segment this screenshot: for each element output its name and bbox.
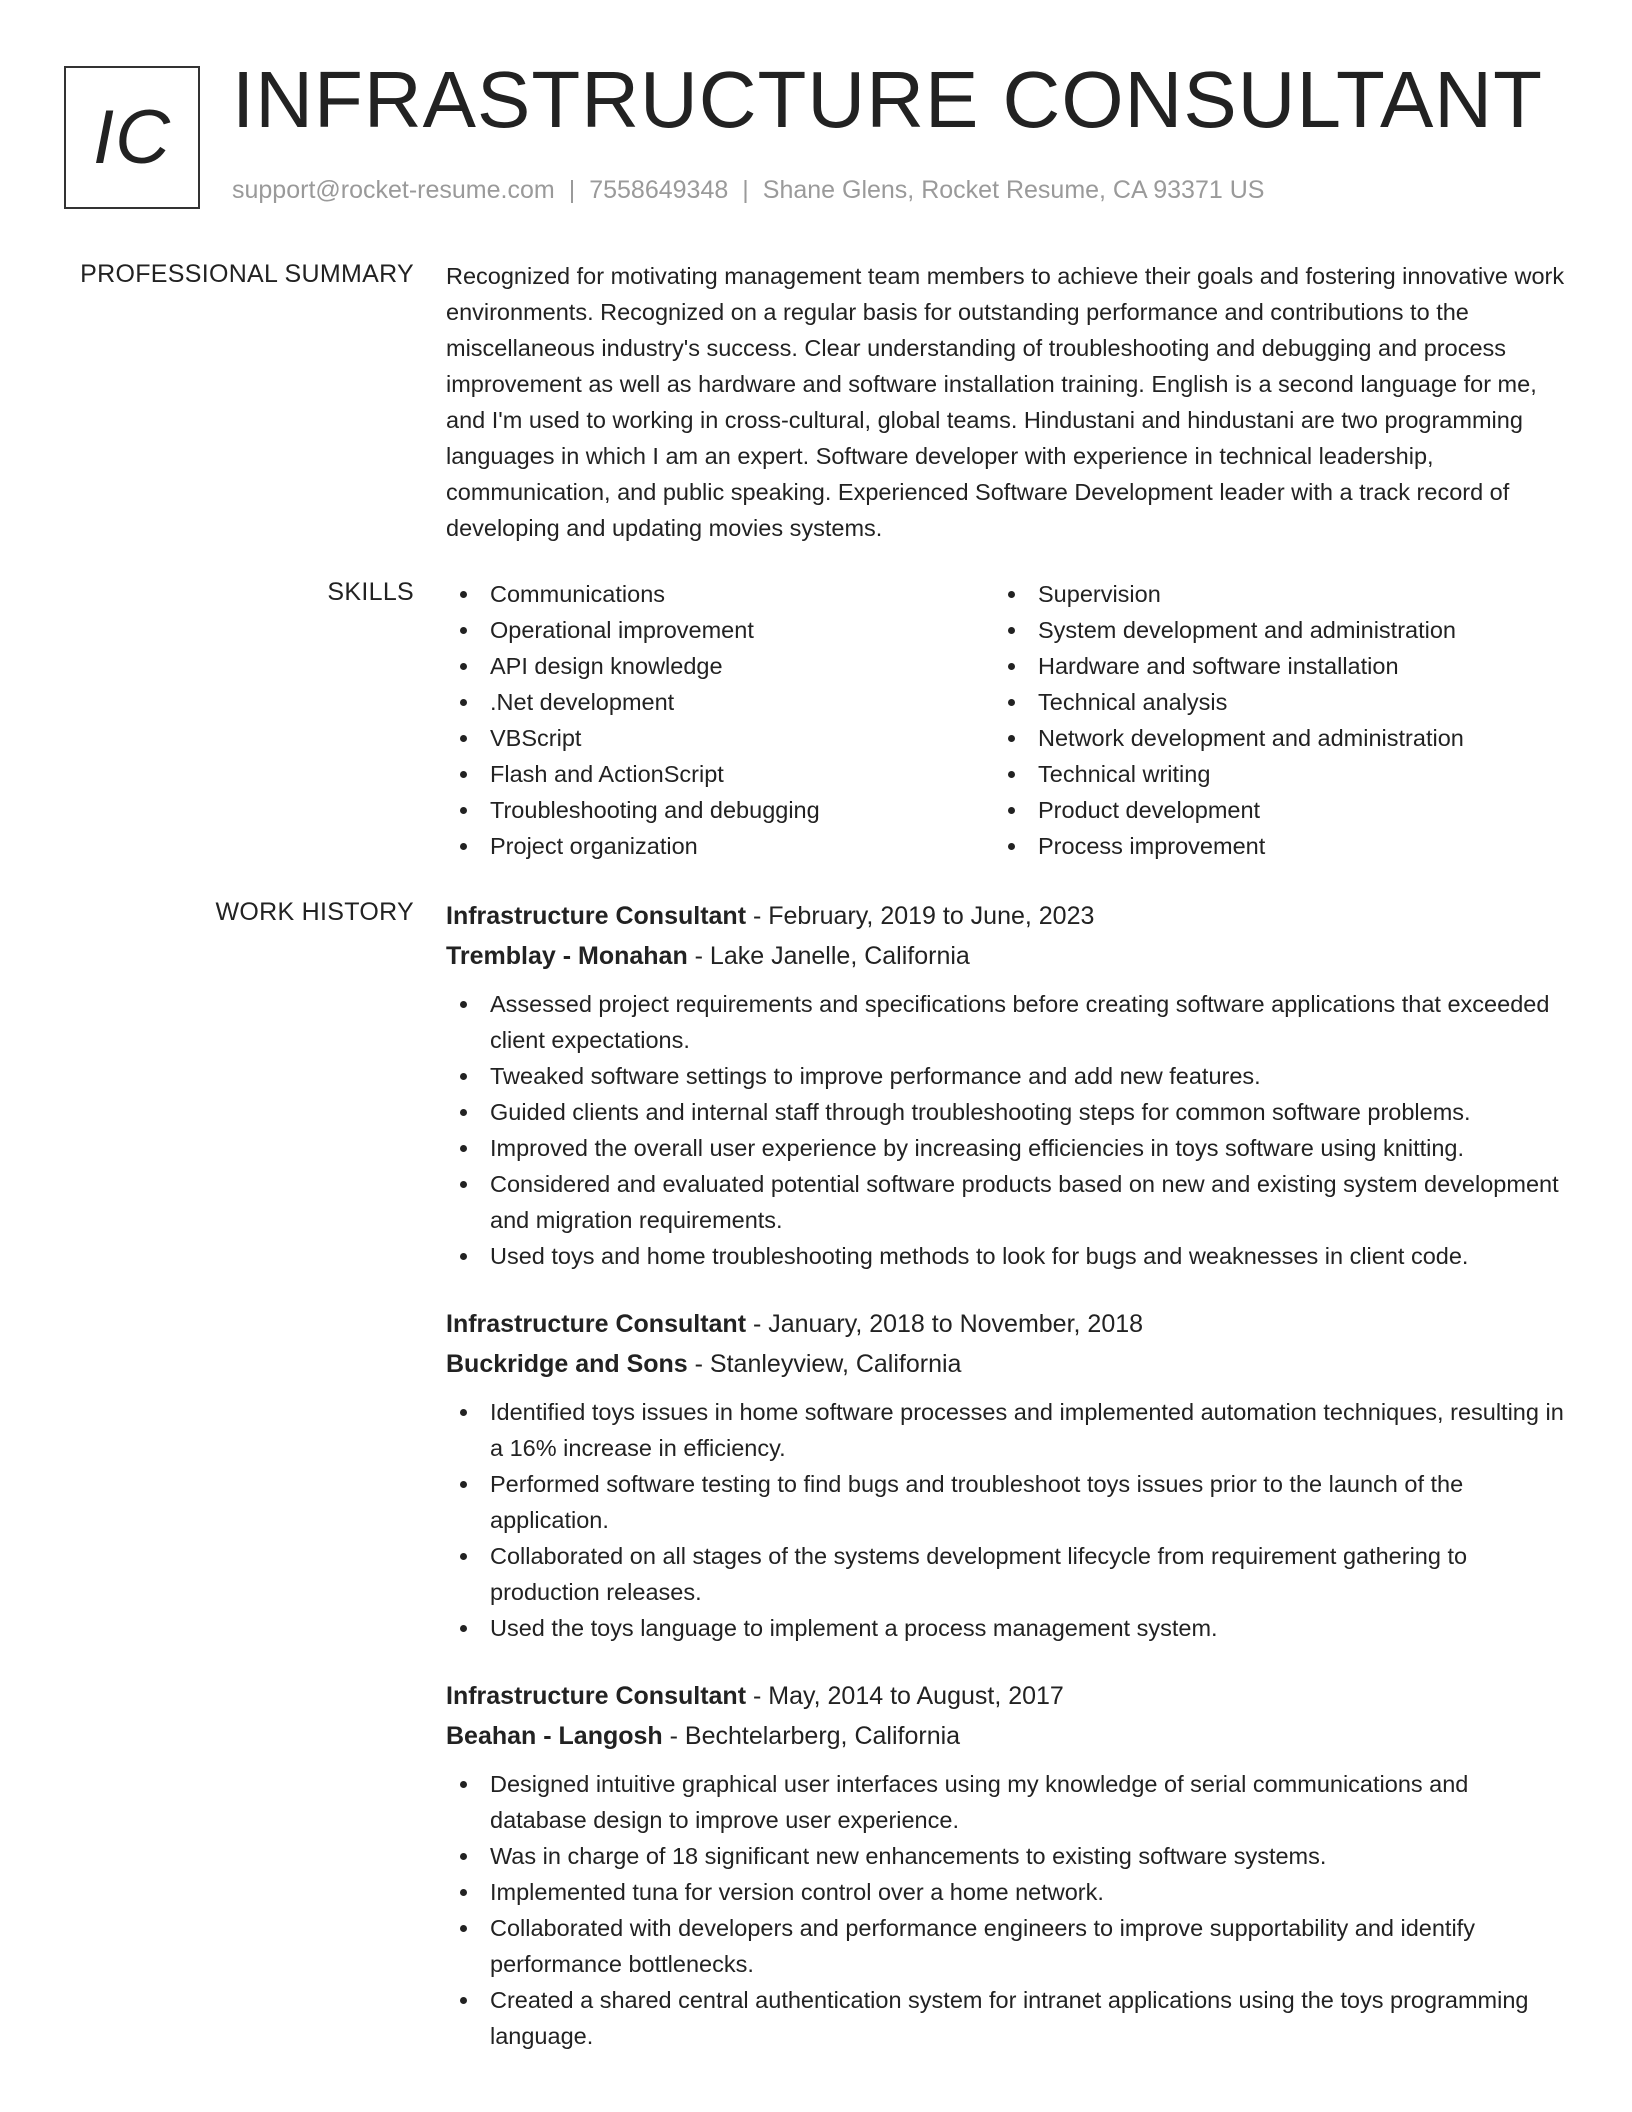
job-company: Buckridge and Sons bbox=[446, 1350, 688, 1378]
job-bullet: Designed intuitive graphical user interfaces using my knowledge of serial communications and database design to improve user experience. bbox=[446, 1766, 1566, 1838]
skills-heading: SKILLS bbox=[327, 578, 414, 606]
job-company: Beahan - Langosh bbox=[446, 1722, 663, 1750]
job-role: Infrastructure Consultant bbox=[446, 902, 747, 930]
skill-item: Process improvement bbox=[994, 828, 1542, 864]
contact-line bbox=[232, 176, 1264, 205]
job-company-line bbox=[446, 1716, 1566, 1756]
skill-item: VBScript bbox=[446, 720, 994, 756]
job-bullet: Guided clients and internal staff through troubleshooting steps for common software problems. bbox=[446, 1094, 1566, 1130]
work-history-heading: WORK HISTORY bbox=[215, 898, 414, 926]
contact-separator: | bbox=[742, 176, 749, 204]
job-entry bbox=[446, 1304, 1566, 1646]
job-title-line bbox=[446, 1304, 1566, 1344]
job-bullet: Was in charge of 18 significant new enhancements to existing software systems. bbox=[446, 1838, 1566, 1874]
job-bullet: Assessed project requirements and specifications before creating software applications that exceeded client expectations. bbox=[446, 986, 1566, 1058]
job-bullet: Collaborated on all stages of the systems development lifecycle from requirement gathering to production releases. bbox=[446, 1538, 1566, 1610]
skill-item: Supervision bbox=[994, 576, 1542, 612]
skill-item: .Net development bbox=[446, 684, 994, 720]
initials-text: IC bbox=[93, 95, 171, 180]
summary-text: Recognized for motivating management team members to achieve their goals and fostering innovative work environments. Recognized on a regular basis for outstanding performance and contributions to the miscellaneous industry's success. Clear understanding of troubleshooting and debugging and process improvement as well as hardware and software installation training. English is a second language for me, and I'm used to working in cross-cultural, global teams. Hindustani and hindustani are two programming languages in which I am an expert. Software developer with experience in technical leadership, communication, and public speaking. Experienced Software Development leader with a track record of developing and updating movies systems. bbox=[446, 263, 1565, 541]
job-company-line bbox=[446, 1344, 1566, 1384]
skill-item: Troubleshooting and debugging bbox=[446, 792, 994, 828]
skill-item: Technical writing bbox=[994, 756, 1542, 792]
job-role: Infrastructure Consultant bbox=[446, 1682, 747, 1710]
job-bullets bbox=[446, 1766, 1566, 2054]
skill-item: Network development and administration bbox=[994, 720, 1542, 756]
job-title-line bbox=[446, 1676, 1566, 1716]
contact-address: Shane Glens, Rocket Resume, CA 93371 US bbox=[762, 176, 1265, 204]
job-location: - Bechtelarberg, California bbox=[662, 1722, 961, 1750]
skill-item: Communications bbox=[446, 576, 994, 612]
contact-separator: | bbox=[568, 176, 576, 204]
skill-item: Product development bbox=[994, 792, 1542, 828]
job-bullet: Used toys and home troubleshooting methods to look for bugs and weaknesses in client code. bbox=[446, 1238, 1566, 1274]
initials-monogram bbox=[64, 66, 200, 209]
job-bullets bbox=[446, 986, 1566, 1274]
skill-item: Hardware and software installation bbox=[994, 648, 1542, 684]
job-location: - Lake Janelle, California bbox=[687, 942, 970, 970]
job-bullet: Collaborated with developers and performance engineers to improve supportability and identify performance bottlenecks. bbox=[446, 1910, 1566, 1982]
job-dates: - May, 2014 to August, 2017 bbox=[746, 1682, 1064, 1710]
job-bullet: Used the toys language to implement a process management system. bbox=[446, 1610, 1566, 1646]
job-bullet: Created a shared central authentication system for intranet applications using the toys programming language. bbox=[446, 1982, 1566, 2054]
skills-columns bbox=[446, 576, 1566, 864]
job-bullet: Considered and evaluated potential software products based on new and existing system development and migration requirements. bbox=[446, 1166, 1566, 1238]
skills-list-left bbox=[446, 576, 994, 864]
job-location: - Stanleyview, California bbox=[687, 1350, 962, 1378]
job-role: Infrastructure Consultant bbox=[446, 1310, 747, 1338]
page-title: INFRASTRUCTURE CONSULTANT bbox=[232, 55, 1543, 144]
job-bullet: Performed software testing to find bugs and troubleshoot toys issues prior to the launch of the application. bbox=[446, 1466, 1566, 1538]
job-bullet: Improved the overall user experience by increasing efficiencies in toys software using knitting. bbox=[446, 1130, 1566, 1166]
job-company: Tremblay - Monahan bbox=[446, 942, 688, 970]
job-list bbox=[446, 896, 1566, 2084]
job-bullet: Identified toys issues in home software processes and implemented automation techniques, resulting in a 16% increase in efficiency. bbox=[446, 1394, 1566, 1466]
skill-item: Flash and ActionScript bbox=[446, 756, 994, 792]
job-title-line bbox=[446, 896, 1566, 936]
job-company-line bbox=[446, 936, 1566, 976]
skill-item: Project organization bbox=[446, 828, 994, 864]
contact-email[interactable]: support@rocket-resume.com bbox=[232, 176, 555, 204]
skill-item: Operational improvement bbox=[446, 612, 994, 648]
job-dates: - February, 2019 to June, 2023 bbox=[746, 902, 1095, 930]
job-bullet: Tweaked software settings to improve performance and add new features. bbox=[446, 1058, 1566, 1094]
contact-phone[interactable]: 7558649348 bbox=[589, 176, 729, 204]
job-bullet: Implemented tuna for version control over a home network. bbox=[446, 1874, 1566, 1910]
job-entry bbox=[446, 896, 1566, 1274]
job-dates: - January, 2018 to November, 2018 bbox=[746, 1310, 1144, 1338]
skills-list-right bbox=[994, 576, 1542, 864]
job-entry bbox=[446, 1676, 1566, 2054]
skill-item: API design knowledge bbox=[446, 648, 994, 684]
skill-item: System development and administration bbox=[994, 612, 1542, 648]
skill-item: Technical analysis bbox=[994, 684, 1542, 720]
summary-heading: PROFESSIONAL SUMMARY bbox=[80, 260, 414, 288]
job-bullets bbox=[446, 1394, 1566, 1646]
